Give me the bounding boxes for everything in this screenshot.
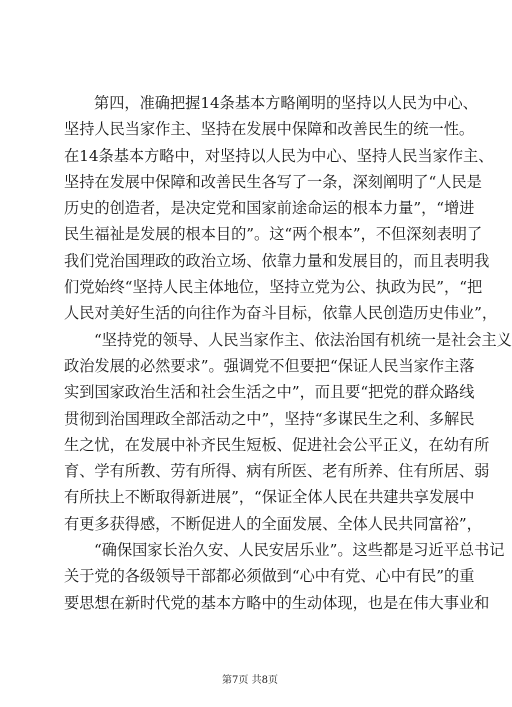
paragraph-line: 育、学有所教、劳有所得、病有所医、老有所养、住有所居、弱: [64, 462, 490, 481]
paragraph-line: 关于党的各级领导干部都必须做到“心中有党、心中有民”的重: [64, 567, 475, 586]
paragraph-line: 有所扶上不断取得新进展”，“保证全体人民在共建共享发展中: [64, 488, 475, 507]
paragraph-line: 生之忧，在发展中补齐民生短板、促进社会公平正义，在幼有所: [64, 435, 490, 454]
paragraph-line: 坚持人民当家作主、坚持在发展中保障和改善民生的统一性。: [64, 120, 475, 139]
paragraph-line: “确保国家长治久安、人民安居乐业”。这些都是习近平总书记: [94, 541, 505, 560]
page-number: 第7页 共8页: [222, 675, 278, 686]
paragraph-line: 坚持在发展中保障和改善民生各写了一条，深刻阐明了“人民是: [64, 172, 482, 191]
paragraph-line: 实到国家政治生活和社会生活之中”，而且要“把党的群众路线: [64, 383, 475, 402]
document-body: [64, 90, 512, 616]
paragraph-line: 贯彻到治国理政全部活动之中”，坚持“多谋民生之利、多解民: [64, 409, 475, 428]
paragraph-line: 第四，准确把握14条基本方略阐明的坚持以人民为中心、: [94, 94, 478, 112]
paragraph-line: 人民对美好生活的向往作为奋斗目标，依靠人民创造历史伟业”，: [64, 304, 498, 323]
paragraph-line: 要思想在新时代党的基本方略中的生动体现，也是在伟大事业和: [64, 593, 490, 612]
paragraph-line: 民生福祉是发展的根本目的”。这“两个根本”，不但深刻表明了: [64, 225, 483, 244]
paragraph-line: 历史的创造者，是决定党和国家前途命运的根本力量”，“增进: [64, 199, 475, 218]
paragraph-line: 在14条基本方略中，对坚持以人民为中心、坚持人民当家作主、: [64, 146, 494, 165]
paragraph-line: 有更多获得感，不断促进人的全面发展、全体人民共同富裕”，: [64, 514, 482, 533]
paragraph-line: “坚持党的领导、人民当家作主、依法治国有机统一是社会主义: [94, 330, 512, 349]
paragraph-line: 我们党治国理政的政治立场、依靠力量和发展目的，而且表明我: [64, 251, 490, 270]
paragraph-line: 们党始终“坚持人民主体地位，坚持立党为公、执政为民”，“把: [64, 278, 483, 297]
paragraph-line: 政治发展的必然要求”。强调党不但要把“保证人民当家作主落: [64, 356, 475, 375]
